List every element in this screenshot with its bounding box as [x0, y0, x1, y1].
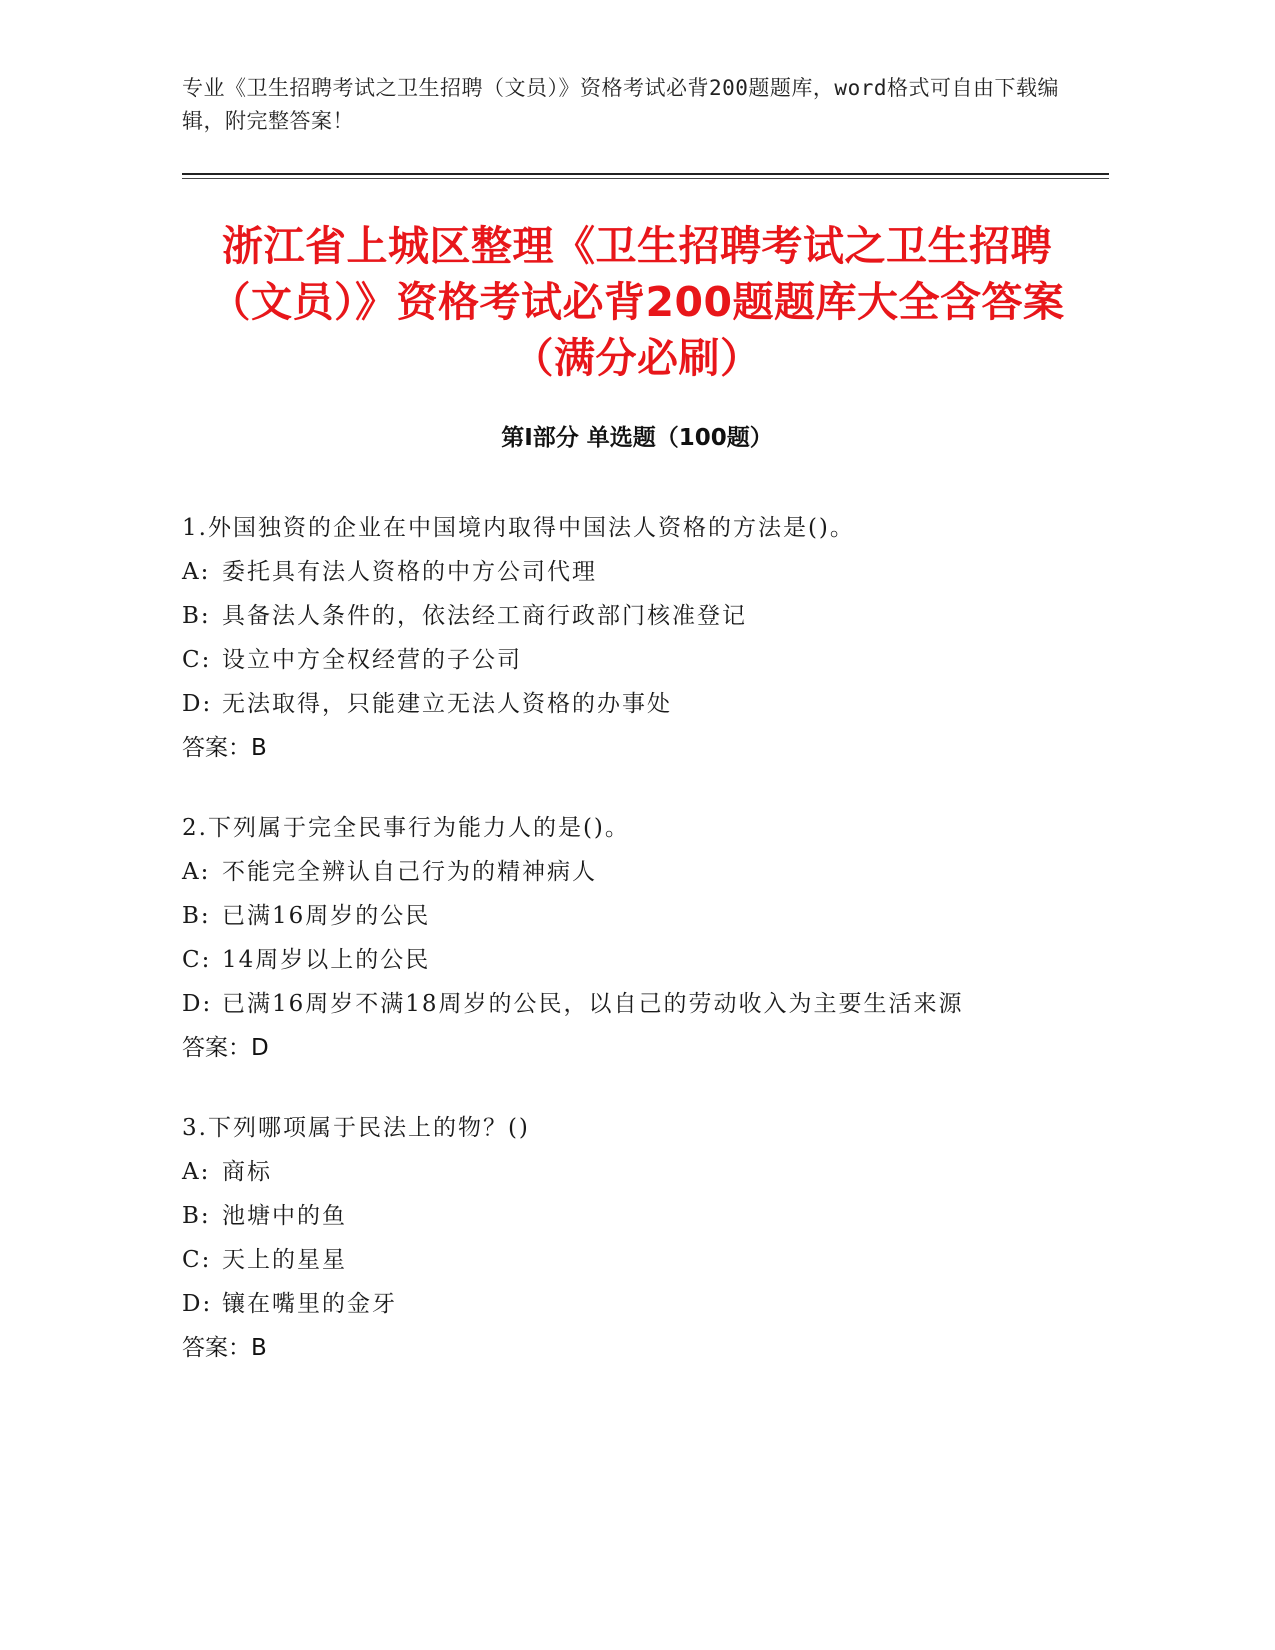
option-letter: B: [182, 603, 211, 629]
option-letter: C: [182, 1247, 212, 1273]
question-1 [182, 506, 1052, 770]
option-c [182, 638, 1052, 682]
option-text: 镶在嘴里的金牙 [222, 1291, 397, 1317]
answer-value: D [251, 1035, 269, 1061]
option-letter: C: [182, 947, 212, 973]
option-text: 已满16周岁不满18周岁的公民，以自己的劳动收入为主要生活来源 [222, 991, 964, 1017]
option-b [182, 594, 1052, 638]
option-c [182, 1238, 1052, 1282]
option-text: 14周岁以上的公民 [222, 947, 431, 973]
option-text: 天上的星星 [222, 1247, 347, 1273]
option-text: 设立中方全权经营的子公司 [222, 647, 522, 673]
option-b [182, 894, 1052, 938]
option-text: 池塘中的鱼 [222, 1203, 347, 1229]
answer-label: 答案： [182, 735, 251, 761]
option-d [182, 1282, 1052, 1326]
question-stem: 1.外国独资的企业在中国境内取得中国法人资格的方法是()。 [182, 515, 855, 541]
answer-value: B [251, 1335, 267, 1361]
answer-line [182, 1326, 1052, 1370]
option-a [182, 1150, 1052, 1194]
option-d [182, 682, 1052, 726]
option-c [182, 938, 1052, 982]
option-letter: A: [182, 1159, 211, 1185]
header-divider-thick [182, 173, 1109, 175]
question-2 [182, 806, 1052, 1070]
question-stem: 3.下列哪项属于民法上的物？() [182, 1115, 530, 1141]
question-list [182, 506, 1052, 1406]
section-title: 第Ⅰ部分 单选题（100题） [501, 425, 773, 451]
option-letter: A: [182, 559, 211, 585]
option-letter: B: [182, 903, 211, 929]
answer-line [182, 1026, 1052, 1070]
option-text: 商标 [222, 1159, 272, 1185]
option-text: 不能完全辨认自己行为的精神病人 [222, 859, 597, 885]
option-d [182, 982, 1052, 1026]
answer-line [182, 726, 1052, 770]
option-a [182, 850, 1052, 894]
option-text: 已满16周岁的公民 [222, 903, 431, 929]
option-letter: D: [182, 691, 213, 717]
option-letter: D: [182, 991, 213, 1017]
header-divider-thin [182, 178, 1109, 179]
header-note: 专业《卫生招聘考试之卫生招聘（文员）》资格考试必背200题题库，word格式可自由下载编辑，附完整答案！ [182, 76, 1059, 133]
option-b [182, 1194, 1052, 1238]
option-letter: D: [182, 1291, 213, 1317]
answer-label: 答案： [182, 1035, 251, 1061]
option-letter: A: [182, 859, 211, 885]
option-text: 无法取得，只能建立无法人资格的办事处 [222, 691, 672, 717]
answer-label: 答案： [182, 1335, 251, 1361]
option-a [182, 550, 1052, 594]
option-letter: B: [182, 1203, 211, 1229]
question-3 [182, 1106, 1052, 1370]
option-text: 委托具有法人资格的中方公司代理 [222, 559, 597, 585]
option-letter: C: [182, 647, 212, 673]
question-stem: 2.下列属于完全民事行为能力人的是()。 [182, 815, 630, 841]
document-title: 浙江省上城区整理《卫生招聘考试之卫生招聘（文员）》资格考试必背200题题库大全含答案（满分必刷） [209, 222, 1065, 382]
answer-value: B [251, 735, 267, 761]
option-text: 具备法人条件的，依法经工商行政部门核准登记 [222, 603, 747, 629]
